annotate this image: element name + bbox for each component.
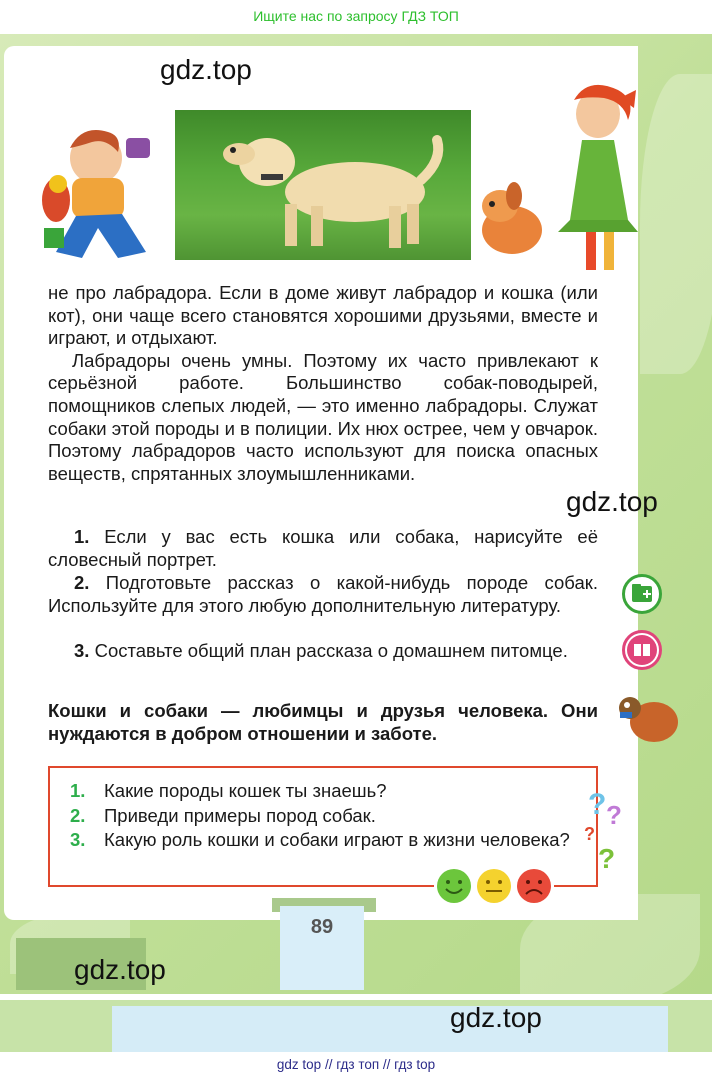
task-item	[48, 572, 598, 617]
boy-with-camera-illustration	[36, 118, 158, 268]
labrador-photo	[175, 110, 471, 260]
girl-and-puppy-illustration	[478, 80, 638, 276]
neutral-smile-icon[interactable]	[474, 866, 514, 906]
task-text: Подготовьте рассказ о какой-нибудь породе собак. Используйте для этого любую дополнительную литературу.	[48, 572, 598, 616]
next-page-inner	[112, 1006, 668, 1052]
question-text: Какую роль кошки и собаки играют в жизни человека?	[104, 829, 570, 850]
task-number: 2.	[74, 572, 90, 593]
svg-text:?: ?	[606, 800, 622, 830]
question-text: Какие породы кошек ты знаешь?	[104, 780, 387, 801]
task-item	[48, 526, 598, 571]
book-button[interactable]	[622, 630, 662, 670]
question-marks-icon	[582, 784, 632, 874]
lesson-summary: Кошки и собаки — любимцы и друзья человека. Они нуждаются в добром отношении и заботе.	[48, 700, 598, 744]
watermark: gdz.top	[450, 1002, 542, 1033]
question-number: 3.	[70, 829, 86, 850]
question-item	[70, 829, 570, 852]
task-text: Составьте общий план рассказа о домашнем питомце.	[94, 640, 568, 661]
task-number: 1.	[74, 526, 90, 547]
folder-add-button[interactable]	[622, 574, 662, 614]
top-banner[interactable]: Ищите нас по запросу ГДЗ ТОП	[0, 0, 712, 34]
question-text: Приведи примеры пород собак.	[104, 805, 376, 826]
svg-text:?: ?	[584, 824, 595, 844]
body-text-line: Лабрадоры очень умны. Поэтому их часто привлекают к серьёзной работе. Большинство собак-поводырей, помощников слепых людей, — это именно лабрадоры. Служат собаки этой породы и в полиции. Их нюх острее, чем у овчарок. Поэтому лабрадоров часто используют для поиска опасных веществ, спрятанных злоумышленниками.	[48, 349, 598, 484]
leaf-decoration	[640, 74, 712, 374]
svg-text:?: ?	[588, 788, 607, 821]
task-item	[48, 640, 598, 663]
book-icon	[625, 633, 659, 667]
svg-text:?: ?	[598, 843, 616, 874]
footer-links[interactable]: gdz top // гдз топ // гдз top	[0, 1052, 712, 1082]
happy-smile-icon[interactable]	[434, 866, 474, 906]
question-item	[70, 805, 376, 828]
page-number-label: 89	[310, 916, 334, 938]
task-number: 3.	[74, 640, 90, 661]
folder-add-icon	[625, 577, 659, 611]
question-number: 2.	[70, 805, 86, 826]
task-text: Если у вас есть кошка или собака, нарисуйте её словесный портрет.	[48, 526, 599, 570]
body-text-line: не про лабрадора. Если в доме живут лабрадор и кошка (или кот), они чаще всего становятся хорошими друзьями, вместе и играют, и отдыхают.	[48, 282, 598, 349]
sad-smile-icon[interactable]	[514, 866, 554, 906]
watermark: gdz.top	[74, 954, 166, 985]
watermark: gdz.top	[566, 486, 658, 517]
page-number	[280, 906, 364, 990]
mood-rating	[434, 866, 554, 906]
watermark: gdz.top	[160, 54, 252, 85]
question-item	[70, 780, 387, 803]
turtle-mascot-icon	[614, 680, 684, 750]
body-paragraph	[48, 282, 598, 485]
question-number: 1.	[70, 780, 86, 801]
